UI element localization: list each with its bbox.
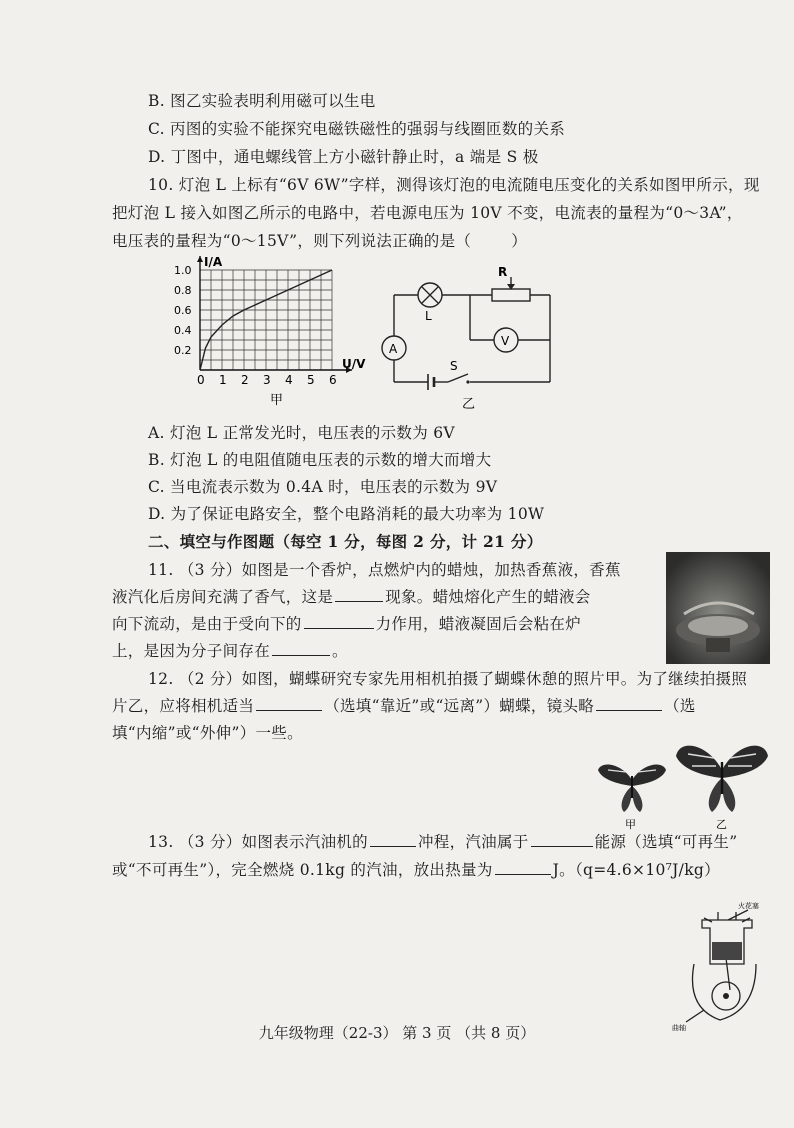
section-2-title: 二、填空与作图题（每空 1 分，每图 2 分，计 21 分） bbox=[148, 532, 543, 551]
piston-icon bbox=[712, 942, 742, 960]
circuit-caption: 乙 bbox=[462, 397, 476, 412]
blank-q12-1[interactable] bbox=[256, 696, 322, 711]
chart-x-tick-label: 5 bbox=[307, 373, 315, 387]
blank-q11-1[interactable] bbox=[335, 587, 383, 602]
chart-x-tick-label: 2 bbox=[241, 373, 249, 387]
switch-icon bbox=[466, 380, 469, 383]
q12-line-3: 填“内缩”或“外伸”）一些。 bbox=[112, 724, 303, 742]
ammeter-label: A bbox=[389, 342, 398, 356]
q10-paren-close: ） bbox=[511, 232, 528, 250]
chart-x-label: U/V bbox=[342, 357, 366, 371]
rheostat-label: R bbox=[498, 265, 508, 279]
chart-x-tick-label: 6 bbox=[329, 373, 337, 387]
lamp-icon bbox=[418, 283, 442, 307]
butterfly-yi-label: 乙 bbox=[716, 818, 727, 831]
q10-line-3 bbox=[112, 229, 527, 251]
censer-photo bbox=[666, 552, 770, 664]
q12-line-2: 片乙，应将相机适当 （选填“靠近”或“远离”）蝴蝶，镜头略 （选 bbox=[112, 697, 696, 715]
rheostat-icon bbox=[492, 289, 530, 301]
switch-label: S bbox=[450, 359, 458, 373]
crankshaft-label: 曲轴 bbox=[672, 1024, 686, 1032]
blank-q11-3[interactable] bbox=[272, 641, 330, 656]
butterfly-jia-icon bbox=[598, 765, 666, 812]
page-footer: 九年级物理（22-3） 第 3 页 （共 8 页） bbox=[258, 1024, 536, 1042]
q11-line-2: 液汽化后房间充满了香气，这是 现象。蜡烛熔化产生的蜡液会 bbox=[112, 588, 591, 606]
chart-x-tick-label: 4 bbox=[285, 373, 293, 387]
q10-option-b: B. 灯泡 L 的电阻值随电压表的示数的增大而增大 bbox=[148, 451, 492, 469]
chart-x-ticks bbox=[197, 373, 337, 387]
blank-q13-1[interactable] bbox=[370, 832, 416, 847]
battery-icon bbox=[428, 374, 434, 390]
chart-x-tick-label: 3 bbox=[263, 373, 271, 387]
engine-diagram bbox=[664, 898, 780, 1038]
q10-line-1: 10. 灯泡 L 上标有“6V 6W”字样，测得该灯泡的电流随电压变化的关系如图甲所示，现 bbox=[148, 176, 760, 194]
chart-grid bbox=[200, 270, 332, 370]
blank-q13-3[interactable] bbox=[495, 860, 551, 875]
chart-y-tick-label: 0.6 bbox=[174, 304, 192, 317]
q9-option-d: D. 丁图中，通电螺线管上方小磁针静止时，a 端是 S 极 bbox=[148, 148, 539, 166]
chart-y-ticks bbox=[174, 264, 192, 357]
q10-line-2: 把灯泡 L 接入如图乙所示的电路中，若电源电压为 10V 不变，电流表的量程为“0～3A”， bbox=[112, 204, 743, 222]
q11-line-1: 11. （3 分）如图是一个香炉，点燃炉内的蜡烛，加热香蕉液，香蕉 bbox=[148, 561, 621, 579]
chart-caption: 甲 bbox=[270, 393, 284, 408]
q10-option-d: D. 为了保证电路安全，整个电路消耗的最大功率为 10W bbox=[148, 505, 545, 523]
blank-q12-2[interactable] bbox=[596, 696, 662, 711]
blank-q13-2[interactable] bbox=[531, 832, 593, 847]
butterfly-jia-label: 甲 bbox=[625, 818, 636, 831]
circuit-diagram bbox=[370, 262, 570, 412]
chart-y-label: I/A bbox=[204, 255, 223, 269]
iu-chart bbox=[160, 250, 366, 410]
butterfly-photos bbox=[596, 728, 776, 832]
q10-option-c: C. 当电流表示数为 0.4A 时，电压表的示数为 9V bbox=[148, 478, 498, 496]
chart-axes bbox=[197, 256, 352, 373]
q11-line-3: 向下流动，是由于受向下的 力作用，蜡液凝固后会粘在炉 bbox=[112, 615, 582, 633]
q11-line-4: 上，是因为分子间存在 。 bbox=[112, 642, 348, 660]
voltmeter-label: V bbox=[501, 334, 510, 348]
butterfly-yi-icon bbox=[676, 746, 768, 812]
q9-option-c: C. 丙图的实验不能探究电磁铁磁性的强弱与线圈匝数的关系 bbox=[148, 120, 566, 138]
chart-y-tick-label: 0.8 bbox=[174, 284, 192, 297]
q10-option-a: A. 灯泡 L 正常发光时，电压表的示数为 6V bbox=[148, 424, 455, 442]
chart-y-arrow bbox=[197, 256, 203, 262]
chart-y-tick-label: 1.0 bbox=[174, 264, 192, 277]
chart-x-tick-label: 1 bbox=[219, 373, 227, 387]
chart-y-tick-label: 0.2 bbox=[174, 344, 192, 357]
chart-x-tick-label: 0 bbox=[197, 373, 205, 387]
spark-plug-label: 火花塞 bbox=[738, 902, 759, 910]
q9-option-b: B. 图乙实验表明利用磁可以生电 bbox=[148, 92, 376, 110]
chart-y-tick-label: 0.4 bbox=[174, 324, 192, 337]
lamp-label: L bbox=[425, 309, 432, 323]
q10-stem: 电压表的量程为“0～15V”，则下列说法正确的是（ bbox=[112, 232, 472, 250]
blank-q11-2[interactable] bbox=[304, 614, 374, 629]
q12-line-1: 12. （2 分）如图，蝴蝶研究专家先用相机拍摄了蝴蝶休憩的照片甲。为了继续拍摄照 bbox=[148, 670, 748, 688]
q13-line-1: 13. （3 分）如图表示汽油机的 冲程，汽油属于 能源（选填“可再生” bbox=[148, 833, 738, 851]
q13-line-2: 或“不可再生”），完全燃烧 0.1kg 的汽油，放出热量为 J。（q=4.6×10⁷J/kg） bbox=[112, 861, 720, 879]
